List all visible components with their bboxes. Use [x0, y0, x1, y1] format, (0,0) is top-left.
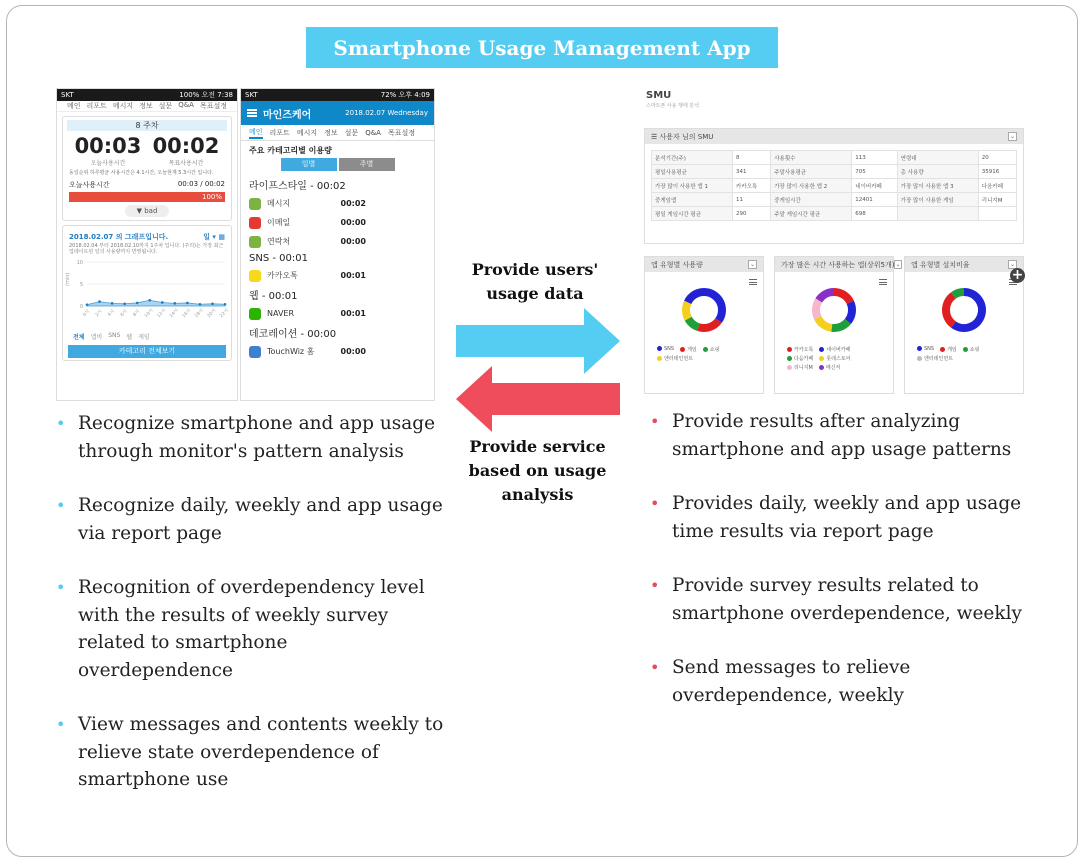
table-cell: 네이버카페	[852, 179, 897, 193]
menu-icon[interactable]	[247, 109, 257, 117]
table-cell: 평일 게임시간 평균	[652, 207, 733, 221]
chevron-down-icon[interactable]: ⌄	[1009, 133, 1016, 140]
legend-item[interactable]: 리니지M	[787, 364, 813, 371]
app-time: 00:00	[340, 347, 366, 356]
legend-item[interactable]: 엔터테인먼트	[917, 355, 953, 362]
donut-slice	[688, 292, 704, 302]
app-bar	[241, 101, 434, 125]
legend-item[interactable]: 게임	[940, 346, 957, 353]
category-group-title: 데코레이션 - 00:00	[249, 329, 337, 340]
category-group-title: 웹 - 00:01	[249, 291, 298, 302]
donut-chart	[645, 272, 763, 342]
user-info-table	[651, 150, 1017, 221]
chart-panel-header	[905, 257, 1023, 272]
phone-screenshot-main	[56, 88, 238, 401]
list-item: • Provide survey results related to smartphone overdependence, weekly	[650, 572, 1060, 627]
today-value: 00:03 / 00:02	[177, 180, 225, 188]
table-cell: 분석기간(주)	[652, 151, 733, 165]
app-usage-row[interactable]	[241, 194, 434, 213]
list-item: • Recognize daily, weekly and app usage via report page	[56, 492, 448, 547]
app-name: TouchWiz 홈	[267, 347, 315, 356]
table-cell: 사용횟수	[771, 151, 852, 165]
data-point	[86, 303, 89, 306]
x-tick-label: 0시	[82, 309, 91, 318]
calendar-icon: ▾ ▦	[212, 233, 225, 241]
graph-note: 2018.02.04 부터 2018.02.10까지 1주차 입니다. (주의)는 가장 최근 업데이트된 일의 사용량까지 반영됩니다.	[69, 243, 224, 255]
app-usage-row[interactable]	[241, 213, 434, 232]
y-tick-label: 10	[76, 260, 83, 266]
graph-title: 2018.02.07 의 그래프입니다.	[69, 233, 169, 241]
list-item: • View messages and contents weekly to relieve state overdependence of smartphone use	[56, 711, 448, 794]
legend-item[interactable]: 카카오톡	[787, 346, 813, 353]
table-cell: 113	[852, 151, 897, 165]
chevron-down-icon[interactable]: ⌄	[1009, 261, 1016, 268]
table-cell: 705	[852, 165, 897, 179]
donut-chart	[905, 272, 1023, 342]
app-icon	[249, 217, 261, 229]
app-time: 00:02	[340, 199, 366, 208]
app-usage-row[interactable]	[241, 232, 434, 251]
usage-time-label: 오늘사용시간	[90, 160, 126, 167]
status-battery-time: 72% 오후 4:09	[380, 91, 430, 99]
legend-item[interactable]: SNS	[108, 332, 121, 339]
chart-panel-header	[645, 257, 763, 272]
tab-message[interactable]: 메시지	[112, 102, 134, 110]
tab-goal[interactable]: 목표설정	[199, 102, 228, 110]
donut-slice	[686, 302, 688, 318]
table-cell: 698	[852, 207, 897, 221]
donut-legend	[905, 346, 1023, 362]
table-cell: 주말 게임시간 평균	[771, 207, 852, 221]
x-tick-label: 22시	[219, 308, 230, 319]
data-point	[211, 303, 214, 306]
table-cell: 가장 많이 사용한 게임	[897, 193, 978, 207]
chart-menu-icon[interactable]	[749, 279, 757, 285]
legend-item[interactable]: 앱비	[90, 334, 103, 341]
app-time: 00:00	[340, 218, 366, 227]
status-carrier: SKT	[61, 91, 74, 99]
web-dashboard-screenshot	[640, 86, 1032, 398]
status-word: bad	[144, 207, 158, 215]
app-usage-row[interactable]	[241, 304, 434, 323]
chart-panel-title: 앱 유형별 사용량	[651, 260, 703, 269]
donut-slice	[816, 300, 819, 317]
goal-time: 00:02	[152, 134, 220, 158]
legend-item[interactable]: 다음카페	[787, 355, 813, 362]
y-tick-label: 0	[79, 304, 83, 310]
flow-arrows	[450, 300, 625, 430]
donut-slice	[946, 295, 953, 324]
status-badge	[125, 205, 169, 217]
tab-message[interactable]: 메시지	[296, 128, 318, 137]
table-cell	[897, 207, 978, 221]
table-cell	[978, 207, 1016, 221]
category-group-title: 라이프스타일 - 00:02	[249, 181, 346, 192]
table-row	[652, 207, 1017, 221]
legend-item[interactable]: 엔터테인먼트	[657, 355, 693, 362]
table-cell: 11	[733, 193, 771, 207]
app-name: 이메일	[267, 218, 291, 227]
app-icon	[249, 198, 261, 210]
donut-chart-panel	[904, 256, 1024, 394]
daily-toggle[interactable]: 일별	[281, 158, 337, 171]
app-title: 마인즈케어	[263, 109, 312, 121]
week-label: 8 주차	[67, 120, 227, 131]
data-point	[148, 299, 151, 302]
table-cell: 20	[978, 151, 1016, 165]
diagram-title: Smartphone Usage Management App	[306, 27, 778, 68]
chart-panel-title: 가장 많은 시간 사용하는 앱(상위5개)	[781, 260, 895, 269]
donut-chart	[775, 272, 893, 342]
tab-qa[interactable]: Q&A	[365, 128, 381, 137]
table-cell: 주말사용평균	[771, 165, 852, 179]
donut-legend	[775, 346, 893, 371]
x-tick-label: 20시	[206, 308, 218, 319]
donut-slice	[953, 292, 964, 295]
app-time: 00:01	[340, 309, 366, 318]
tab-qa[interactable]: Q&A	[178, 101, 194, 109]
today-label: 오늘사용시간	[69, 181, 110, 189]
graph-legend	[63, 330, 231, 343]
thumbs-down-icon: ▼	[136, 207, 142, 215]
period-toggle	[241, 158, 434, 171]
right-arrow-label: Provide users' usage data	[471, 260, 599, 303]
data-point	[224, 303, 227, 306]
table-cell: 가장 많이 사용한 앱 3	[897, 179, 978, 193]
tab-goal[interactable]: 목표설정	[387, 128, 416, 137]
phone-screenshot-category	[240, 88, 435, 401]
table-cell: 8	[733, 151, 771, 165]
tab-survey[interactable]: 설문	[158, 102, 173, 110]
tab-main[interactable]: 메인	[249, 127, 263, 139]
y-tick-label: 5	[79, 282, 83, 288]
table-cell: 카카오톡	[733, 179, 771, 193]
table-cell: 다음카페	[978, 179, 1016, 193]
usage-card	[62, 116, 232, 221]
left-bullet-list	[56, 410, 448, 821]
data-point	[186, 302, 189, 305]
donut-slice	[819, 292, 834, 300]
tab-survey[interactable]: 설문	[344, 128, 359, 137]
tab-info[interactable]: 정보	[324, 128, 338, 137]
table-cell: 290	[733, 207, 771, 221]
legend-item[interactable]: 네이버카페	[819, 346, 850, 353]
left-arrow-label: Provide service based on usage analysis	[468, 437, 607, 504]
status-battery-time: 100% 오전 7:38	[179, 91, 233, 99]
table-cell: 가장 많이 사용한 앱 1	[652, 179, 733, 193]
x-tick-label: 14시	[169, 308, 180, 319]
tab-info[interactable]: 정보	[139, 102, 153, 110]
user-panel-title: ☰ 사용자 님의 SMU	[651, 132, 714, 141]
right-bullet-list	[650, 408, 1060, 736]
phone2-tabs	[241, 125, 434, 141]
data-point	[174, 302, 177, 305]
data-point	[123, 303, 126, 306]
usage-area	[87, 300, 225, 306]
legend-item[interactable]: SNS	[657, 346, 674, 353]
table-cell: 총 사용량	[897, 165, 978, 179]
chevron-down-icon[interactable]: ⌄	[749, 261, 756, 268]
table-cell: 가장 많이 사용한 앱 2	[771, 179, 852, 193]
app-time: 00:00	[340, 237, 366, 246]
app-name: NAVER	[267, 309, 295, 318]
legend-item[interactable]: 게임	[138, 334, 150, 341]
x-tick-label: 10시	[144, 308, 155, 319]
table-cell: 341	[733, 165, 771, 179]
app-icon	[249, 308, 261, 320]
chart-menu-icon[interactable]	[879, 279, 887, 285]
donut-slice	[818, 318, 832, 328]
data-point	[98, 300, 101, 303]
usage-time: 00:03	[74, 134, 142, 158]
app-date: 2018.02.07 Wednesday	[345, 109, 428, 117]
chart-panel-title: 앱 유형별 설치비율	[911, 260, 970, 269]
app-time: 00:01	[340, 271, 366, 280]
list-item: • Provides daily, weekly and app usage time results via report page	[650, 490, 1060, 545]
legend-item[interactable]: 웹	[126, 334, 133, 341]
donut-slice	[704, 292, 722, 321]
status-carrier: SKT	[245, 91, 258, 99]
goal-time-label: 목표사용시간	[168, 160, 204, 167]
list-item: • Recognize smartphone and app usage through monitor's pattern analysis	[56, 410, 448, 465]
table-cell: 평일사용평균	[652, 165, 733, 179]
weekly-toggle[interactable]: 주별	[339, 158, 395, 171]
list-item: • Recognition of overdependency level with the results of weekly survey related to smartphone overdependence	[56, 574, 448, 684]
x-tick-label: 2시	[94, 309, 104, 318]
status-bar	[57, 89, 237, 101]
data-point	[111, 302, 114, 305]
tab-report[interactable]: 리포트	[269, 128, 290, 137]
category-groups	[241, 175, 434, 361]
tab-report[interactable]: 리포트	[86, 102, 107, 110]
legend-item[interactable]: 메신저	[819, 364, 841, 371]
right-arrow	[456, 308, 620, 374]
app-name: 카카오톡	[267, 271, 298, 280]
app-icon	[249, 236, 261, 248]
data-point	[199, 303, 202, 306]
app-name: 메시지	[267, 199, 291, 208]
x-tick-label: 4시	[107, 309, 117, 318]
user-info-panel	[644, 128, 1024, 244]
dashboard-title: SMU	[646, 90, 672, 101]
usage-note: 동일순위 하루평균 사용시간은 4.1시간, 오늘현재 5.3시간 입니다.	[69, 170, 214, 176]
category-all-button[interactable]: 카테고리 전체보기	[68, 345, 226, 358]
table-cell: 35916	[978, 165, 1016, 179]
table-row	[652, 179, 1017, 193]
table-cell: 연령대	[897, 151, 978, 165]
x-tick-label: 6시	[119, 309, 129, 318]
status-bar	[241, 89, 434, 101]
legend-item[interactable]: 쇼핑	[963, 346, 980, 353]
legend-item[interactable]: 게임	[680, 346, 697, 353]
legend-item[interactable]: 쇼핑	[703, 346, 720, 353]
category-group-title: SNS - 00:01	[249, 253, 308, 264]
list-item: • Provide results after analyzing smartphone and app usage patterns	[650, 408, 1060, 463]
data-point	[136, 302, 139, 305]
donut-slice	[834, 292, 850, 302]
left-arrow	[456, 366, 620, 432]
legend-item[interactable]: 전체	[73, 334, 85, 341]
table-cell: 리니지M	[978, 193, 1016, 207]
x-tick-label: 12시	[156, 308, 168, 319]
dashboard-subtitle: 스마트폰 사용 행태 분석	[646, 103, 700, 109]
usage-progress-bar: 100%	[69, 192, 225, 202]
app-icon	[249, 270, 261, 282]
app-usage-row[interactable]	[241, 342, 434, 361]
plus-icon[interactable]: +	[1011, 267, 1024, 283]
x-tick-label: 8시	[132, 309, 142, 318]
graph-period-select[interactable]: 일 ▾ ▦	[203, 233, 225, 241]
donut-chart-panel	[644, 256, 764, 394]
x-tick-label: 18시	[194, 308, 205, 319]
table-cell: 중게임시간	[771, 193, 852, 207]
table-row	[652, 193, 1017, 207]
donut-slice	[832, 321, 848, 328]
usage-line-chart	[63, 256, 233, 326]
app-usage-row[interactable]	[241, 266, 434, 285]
chart-panel-header	[775, 257, 901, 272]
donut-slice	[688, 319, 698, 327]
category-heading: 주요 카테고리별 이용량	[249, 146, 332, 155]
donut-legend	[645, 346, 763, 362]
legend-item[interactable]: SNS	[917, 346, 934, 353]
graph-card	[62, 225, 232, 361]
app-name: 연락처	[267, 237, 291, 246]
y-axis-label: (min)	[65, 272, 71, 286]
table-row	[652, 151, 1017, 165]
table-cell: 12401	[852, 193, 897, 207]
list-item: • Send messages to relieve overdependence, weekly	[650, 654, 1060, 709]
legend-item[interactable]: 롯데스토어	[819, 355, 850, 362]
data-point	[161, 301, 164, 304]
chevron-down-icon[interactable]: ⌄	[895, 261, 901, 268]
table-row	[652, 165, 1017, 179]
donut-slice	[698, 321, 718, 328]
phone1-tabs	[57, 101, 237, 112]
donut-slice	[848, 302, 852, 321]
tab-main[interactable]: 메인	[67, 102, 81, 110]
app-icon	[249, 346, 261, 358]
x-tick-label: 16시	[181, 308, 193, 319]
table-cell: 중게임앱	[652, 193, 733, 207]
donut-chart-panel	[774, 256, 901, 394]
